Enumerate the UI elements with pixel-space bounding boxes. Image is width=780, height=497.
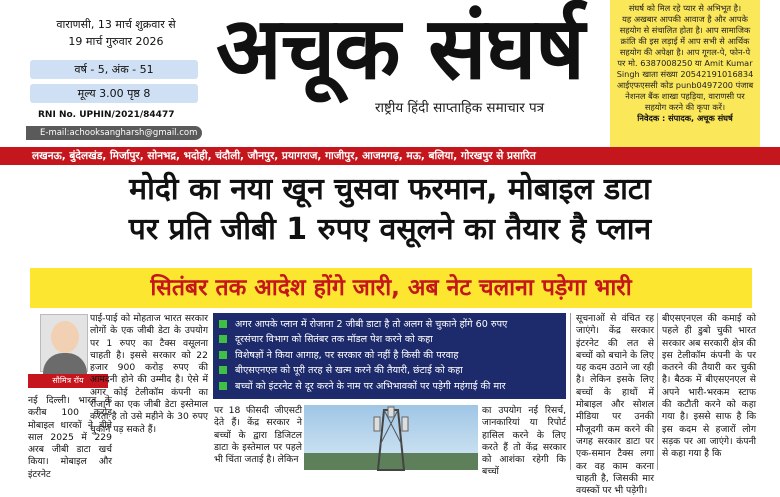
face-shape <box>51 321 79 353</box>
key-point: अगर आपके प्लान में रोजाना 2 जीबी डाटा है तो अलग से चुकाने होंगे 60 रुपए <box>219 317 560 332</box>
key-point: बीएसएनएल को पूरी तरह से खत्म करने की तैयारी, छंटाई को कहा <box>219 363 560 378</box>
article-column-b: नई दिल्ली। भारत के करीब 100 करोड़ मोबाइल धारकों ने बीते साल 2025 में 229 अरब जीबी डाटा खर्च किया। मोबाइल और इंटरनेट <box>28 395 112 480</box>
dateline-line-1: वाराणसी, 13 मार्च शुक्रवार से <box>56 18 176 31</box>
volume-pill: वर्ष - 5, अंक - 51 <box>30 60 198 79</box>
headline-deck: सितंबर तक आदेश होंगे जारी, अब नेट चलाना पड़ेगा भारी <box>30 268 752 308</box>
headline-line-1: मोदी का नया खून चुसवा फरमान, मोबाइल डाटा <box>129 172 651 207</box>
headline-line-2: पर प्रति जीबी 1 रुपए वसूलने का तैयार है प्लान <box>128 212 652 247</box>
article-column-c <box>116 405 208 470</box>
support-notice <box>610 0 760 147</box>
dateline <box>30 16 202 50</box>
price-pill: मूल्य 3.00 पृष्ठ 8 <box>30 84 198 103</box>
green-square-icon <box>219 382 227 390</box>
article-column-a: पाई-पाई को मोहताज भारत सरकार लोगों के एक जीबी डेटा के उपयोग पर 1 रुपए का टैक्स वसूलना चाहती है। इससे सरकार को 22 हजार 900 करोड़ रुपए की आमदनी होने की उम्मीद है। ऐसे में अगर कोई टेलीकॉम कंपनी का रोजाने का एक जीबी डेटा इस्तेमाल करता है तो उसे महीने के 30 रुपए चुकाने पड़ सकते हैं। <box>90 313 208 435</box>
mobile-tower-image <box>304 405 478 470</box>
column-divider <box>570 313 571 470</box>
article-column-f: सूचनाओं से वंचित रह जाएंगे। केंद्र सरकार इंटरनेट की लत से बच्चों को बचाने के लिए यह कदम उठाने जा रही है। लेकिन इसके लिए बच्चों के हाथों में मोबाइल और सोशल मीडिया पर उनकी मौजूदगी कम करने की जगह सरकार डाटा पर एक-समान टैक्स लगा कर वह काम करना चाहती है, जिसकी मार वयस्कों पर भी पड़ेगी। <box>576 313 654 497</box>
key-point: बच्चों को इंटरनेट से दूर करने के नाम पर अभिभावकों पर पड़ेगी महंगाई की मार <box>219 379 560 394</box>
green-square-icon <box>219 320 227 328</box>
city-band: लखनऊ, बुंदेलखंड, मिर्जापुर, सोनभद्र, भदोही, चंदौली, जौनपुर, प्रयागराज, गाजीपुर, आजमगढ़, मऊ, बलिया, गोरखपुर से प्रसारित <box>0 147 780 165</box>
rni-number: RNI No. UPHIN/2021/84477 <box>38 110 175 120</box>
newspaper-title: अचूक संघर्ष <box>216 0 584 99</box>
tower-icon <box>304 405 478 470</box>
email-link[interactable]: E-mail:achooksangharsh@gmail.com <box>26 126 202 140</box>
author-photo <box>40 314 88 372</box>
article-column-g: बीएसएनएल की कमाई को पहले ही डुबो चुकी भारत सरकार अब सरकारी क्षेत्र की इस टेलीकॉम कंपनी के पर कतरने की तैयारी कर चुकी है। बैठक में बीएसएनएल से अपने भारी-भरकम स्टाफ की कटौती करने को कहा गया है। इससे साफ है कि इस कदम से हजारों लोग सड़क पर आ जाएंगे। कंपनी से कहा गया है कि <box>662 313 756 460</box>
newspaper-subtitle: राष्ट्रीय हिंदी साप्ताहिक समाचार पत्र <box>375 100 545 116</box>
author-byline: सौमित्र रॉय <box>28 374 108 388</box>
green-square-icon <box>219 335 227 343</box>
green-square-icon <box>219 366 227 374</box>
dateline-line-2: 19 मार्च गुरुवार 2026 <box>68 35 164 48</box>
key-point: विशेषज्ञों ने किया आगाह, पर सरकार को नहीं है किसी की परवाह <box>219 348 560 363</box>
notice-text-1: संघर्ष को मिल रहे प्यार से अभिभूत है। <box>628 3 742 13</box>
key-point: दूरसंचार विभाग को सितंबर तक मॉडल पेश करने को कहा <box>219 332 560 347</box>
main-headline <box>10 170 770 250</box>
notice-sign: निवेदक : संपादक, अचूक संघर्ष <box>637 113 733 123</box>
key-points-box <box>213 313 566 399</box>
article-column-d: पर 18 फीसदी जीएसटी देते हैं। केंद्र सरकार ने बच्चों के द्वारा डिजिटल डाटा के इस्तेमाल पर पहले भी चिंता जताई है। लेकिन <box>214 405 302 466</box>
green-square-icon <box>219 351 227 359</box>
shirt-shape <box>43 353 87 375</box>
notice-text-2: यह अखबार आपकी आवाज है और आपके सहयोग से संचालित होता है। आप सामाजिक क्रांति की इस लड़ाई में आप सभी से आर्थिक सहयोग की अपेक्षा है। आप गूगल-पे, फोन-पे पर मो. 6387008250 या Amit Kumar Singh खाता संख्या 20542191016834 आईएफएससी कोड punb0497200 पंजाब नेशनल बैंक शाखा पहड़िया, वाराणसी पर सहयोग करने की कृपा करें। <box>616 14 754 112</box>
column-divider <box>657 313 658 470</box>
article-column-e: का उपयोग नई रिसर्च, जानकारियां या रिपोर्ट हासिल करने के लिए करते हैं तो केंद्र सरकार को आशंका रहेगी कि बच्चों <box>482 405 566 478</box>
